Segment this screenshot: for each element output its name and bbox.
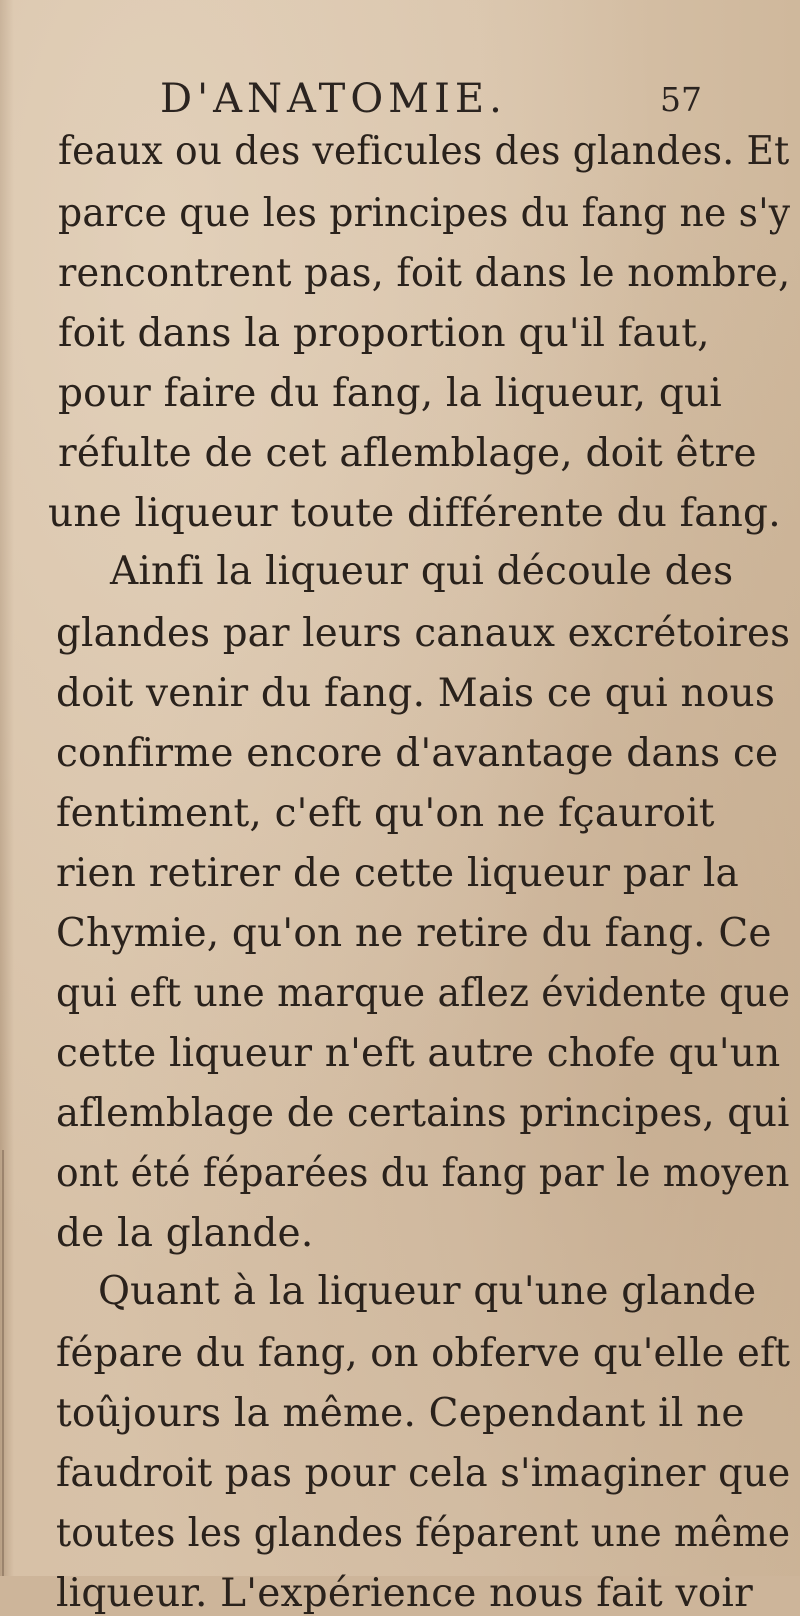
- text-line: foit dans la proportion qu'il faut,: [58, 311, 710, 356]
- text-line: une liqueur toute différente du fang.: [48, 491, 781, 536]
- text-line: toutes les glandes féparent une même: [56, 1511, 791, 1556]
- text-line: aflemblage de certains principes, qui: [56, 1091, 790, 1136]
- text-line: Chymie, qu'on ne retire du fang. Ce: [56, 911, 772, 956]
- text-line: confirme encore d'avantage dans ce: [56, 731, 779, 776]
- text-line: qui eft une marque aflez évidente que: [56, 971, 791, 1016]
- text-line: rien retirer de cette liqueur par la: [56, 851, 739, 896]
- text-line: faudroit pas pour cela s'imaginer que: [56, 1451, 791, 1496]
- text-line: feaux ou des veficules des glandes. Et: [58, 129, 790, 174]
- text-line: rencontrent pas, foit dans le nombre,: [58, 251, 791, 296]
- text-line: ont été féparées du fang par le moyen: [56, 1151, 790, 1196]
- text-line: liqueur. L'expérience nous fait voir: [56, 1571, 753, 1616]
- text-line: pour faire du fang, la liqueur, qui: [58, 371, 722, 416]
- text-line: parce que les principes du fang ne s'y: [58, 191, 791, 236]
- text-line: doit venir du fang. Mais ce qui nous: [56, 671, 776, 716]
- text-line: toûjours la même. Cependant il ne: [56, 1391, 745, 1436]
- running-title: D'ANATOMIE.: [160, 76, 507, 122]
- paragraph-start-line: Quant à la liqueur qu'une glande: [98, 1269, 757, 1314]
- page-number: 57: [660, 80, 702, 119]
- text-line: fépare du fang, on obferve qu'elle eft: [56, 1331, 791, 1376]
- text-line: réfulte de cet aflemblage, doit être: [58, 431, 757, 476]
- text-line: de la glande.: [56, 1211, 314, 1256]
- text-line: cette liqueur n'eft autre chofe qu'un: [56, 1031, 781, 1076]
- text-line: glandes par leurs canaux excrétoires: [56, 611, 791, 656]
- paragraph-start-line: Ainfi la liqueur qui découle des: [110, 549, 734, 594]
- text-line: fentiment, c'eft qu'on ne fçauroit: [56, 791, 715, 836]
